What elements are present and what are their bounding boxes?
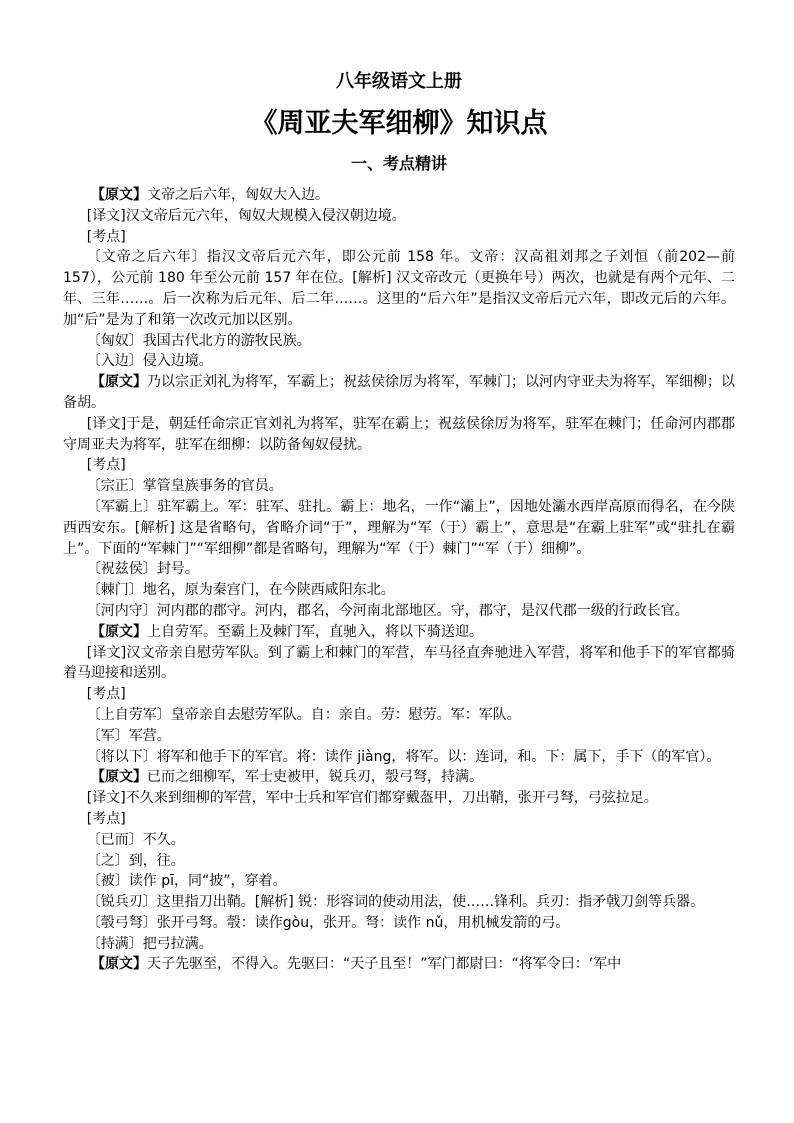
note-paragraph: 〔之〕到，往。 [86, 852, 185, 869]
translation-paragraph: [译文]汉文帝亲自慰劳军队。到了霸上和棘门的军营，车马径直奔驰进入军营，将军和他手下的军官都骑着马迎接和送别。 [63, 644, 735, 682]
original-text-paragraph: 【原文】上自劳军。至霸上及棘门军，直驰入，将以下骑送迎。 [91, 623, 483, 640]
original-text-tag: 【原文】 [91, 956, 147, 973]
note-paragraph: 〔军〕军营。 [86, 727, 171, 744]
note-paragraph: 〔持满〕把弓拉满。 [86, 935, 213, 952]
note-paragraph: 〔上自劳军〕皇帝亲自去慰劳军队。自：亲自。劳：慰劳。军：军队。 [86, 706, 521, 723]
note-paragraph: 〔将以下〕将军和他手下的军官。将：读作 jiàng，将军。以：连词，和。下：属下，手下（的军官）。 [86, 748, 721, 765]
note-paragraph: 〔锐兵刃〕这里指刀出鞘。[解析] 锐：形容词的使动用法，使……锋利。兵刃：指矛戟刀剑等兵器。 [86, 894, 705, 911]
note-paragraph: 〔军霸上〕驻军霸上。军：驻军、驻扎。霸上：地名，一作“灞上”，因地处灞水西岸高原而得名，在今陕西西安东。[解析] 这是省略句，省略介词“于”，理解为“军（于）霸上”，意思是“在霸上驻军”或“驻扎在霸上”。下面的“军棘门”“军细柳”都是省略句，理解为“军（于）棘门”“军（于）细柳”。 [63, 498, 735, 557]
original-text-tag: 【原文】 [91, 769, 147, 786]
note-paragraph: 〔宗正〕掌管皇族事务的官员。 [86, 478, 283, 495]
original-text-paragraph: 【原文】天子先驱至，不得入。先驱曰：“天子且至！”军门都尉曰：“将军令曰：‘军中 [91, 956, 622, 973]
key-points-label: [考点] [86, 810, 126, 827]
note-paragraph: 〔被〕读作 pī，同“披”，穿着。 [86, 873, 287, 890]
original-text-tag: 【原文】 [91, 187, 147, 203]
document-body [63, 185, 735, 975]
note-paragraph: 〔文帝之后六年〕指汉文帝后元六年，即公元前 158 年。文帝：汉高祖刘邦之子刘恒（前202—前 157），公元前 180 年至公元前 157 年在位。[解析] 汉文帝改元（更换年号）两次，也就是有两个元年、二年、三年……。后一次称为后元年、后二年……。这里的“后六年”是指汉文帝后元六年，即改元后的六年。加“后”是为了和第一次改元加以区别。 [63, 249, 735, 328]
key-points-label: [考点] [86, 457, 126, 474]
key-points-label: [考点] [86, 228, 126, 245]
section-heading: 一、考点精讲 [350, 154, 447, 173]
document-title: 《周亚夫军细柳》知识点 [250, 108, 548, 139]
original-text-paragraph: 【原文】乃以宗正刘礼为将军，军霸上；祝兹侯徐厉为将军，军棘门；以河内守亚夫为将军，军细柳；以备胡。 [63, 374, 735, 411]
note-paragraph: 〔河内守〕河内郡的郡守。河内，郡名，今河南北部地区。守，郡守，是汉代郡一级的行政长官。 [86, 602, 689, 619]
note-paragraph: 〔已而〕不久。 [86, 831, 185, 848]
original-text-paragraph: 【原文】已而之细柳军，军士吏被甲，锐兵刃，彀弓弩，持满。 [91, 769, 483, 786]
original-text-paragraph: 【原文】文帝之后六年，匈奴大入边。 [91, 187, 329, 203]
note-paragraph: 〔入边〕侵入边境。 [86, 353, 213, 370]
key-points-label: [考点] [86, 686, 126, 703]
translation-paragraph: [译文]汉文帝后元六年，匈奴大规模入侵汉朝边境。 [86, 207, 406, 224]
original-text-tag: 【原文】 [91, 623, 147, 640]
note-paragraph: 〔棘门〕地名，原为秦宫门，在今陕西咸阳东北。 [86, 582, 395, 599]
translation-paragraph: [译文]于是，朝廷任命宗正官刘礼为将军，驻军在霸上；祝兹侯徐厉为将军，驻军在棘门；任命河内郡郡守周亚夫为将军，驻军在细柳：以防备匈奴侵扰。 [63, 415, 735, 453]
translation-paragraph: [译文]不久来到细柳的军营，军中士兵和军官们都穿戴盔甲，刀出鞘，张开弓弩，弓弦拉足。 [86, 790, 658, 807]
note-paragraph: 〔彀弓弩〕张开弓弩。彀：读作gòu，张开。弩：读作 nǔ，用机械发箭的弓。 [86, 914, 570, 931]
grade-heading: 八年级语文上册 [336, 71, 462, 92]
note-paragraph: 〔祝兹侯〕封号。 [86, 561, 199, 578]
original-text-tag: 【原文】 [91, 374, 147, 391]
note-paragraph: 〔匈奴〕我国古代北方的游牧民族。 [86, 332, 311, 349]
